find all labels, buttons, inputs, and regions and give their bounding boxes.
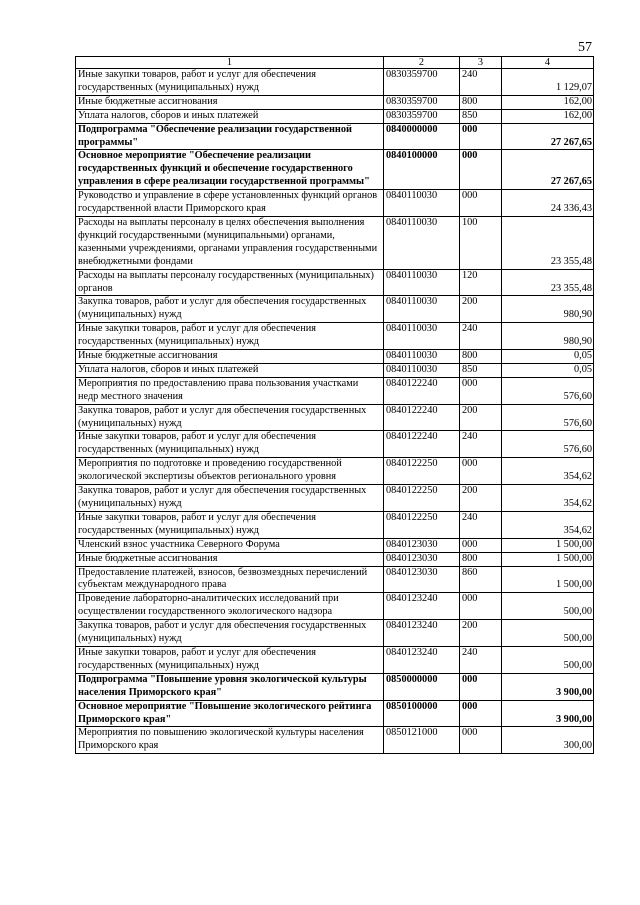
- table-row: [76, 538, 594, 552]
- table-row: [76, 552, 594, 566]
- row-amount-cell: 1 500,00: [502, 566, 594, 593]
- row-name-cell: Основное мероприятие "Повышение экологического рейтинга Приморского края": [76, 700, 384, 727]
- table-row: [76, 95, 594, 109]
- row-type-cell: 200: [460, 485, 502, 512]
- row-name-cell: Расходы на выплаты персоналу государственных (муниципальных) органов: [76, 269, 384, 296]
- table-row: [76, 511, 594, 538]
- row-type-cell: 000: [460, 673, 502, 700]
- row-code-cell: 0830359700: [384, 69, 460, 96]
- row-code-cell: 0840122250: [384, 458, 460, 485]
- row-type-cell: 800: [460, 350, 502, 364]
- row-type-cell: 850: [460, 363, 502, 377]
- row-name-cell: Подпрограмма "Обеспечение реализации государственной программы": [76, 123, 384, 150]
- table-row: [76, 485, 594, 512]
- row-name-cell: Иные закупки товаров, работ и услуг для обеспечения государственных (муниципальных) нужд: [76, 511, 384, 538]
- row-code-cell: 0840123240: [384, 646, 460, 673]
- row-name-cell: Уплата налогов, сборов и иных платежей: [76, 109, 384, 123]
- header-col-1: 1: [76, 57, 384, 69]
- row-code-cell: 0840110030: [384, 350, 460, 364]
- table-row: [76, 673, 594, 700]
- row-name-cell: Основное мероприятие "Обеспечение реализации государственных функций и обеспечение государственного управления в сфере реализации государственной программы": [76, 150, 384, 190]
- row-code-cell: 0840122250: [384, 511, 460, 538]
- row-name-cell: Уплата налогов, сборов и иных платежей: [76, 363, 384, 377]
- row-amount-cell: 576,60: [502, 377, 594, 404]
- row-code-cell: 0840122240: [384, 377, 460, 404]
- table-row: [76, 566, 594, 593]
- row-type-cell: 200: [460, 620, 502, 647]
- table-row: [76, 700, 594, 727]
- row-amount-cell: 162,00: [502, 95, 594, 109]
- row-code-cell: 0840122240: [384, 404, 460, 431]
- row-code-cell: 0840110030: [384, 269, 460, 296]
- table-row: [76, 269, 594, 296]
- row-code-cell: 0850100000: [384, 700, 460, 727]
- table-row: [76, 123, 594, 150]
- row-amount-cell: 162,00: [502, 109, 594, 123]
- table-row: [76, 150, 594, 190]
- header-col-2: 2: [384, 57, 460, 69]
- row-code-cell: 0850121000: [384, 727, 460, 754]
- row-type-cell: 000: [460, 593, 502, 620]
- row-name-cell: Иные закупки товаров, работ и услуг для обеспечения государственных (муниципальных) нужд: [76, 431, 384, 458]
- table-row: [76, 323, 594, 350]
- table-header-row: [76, 57, 594, 69]
- row-name-cell: Закупка товаров, работ и услуг для обеспечения государственных (муниципальных) нужд: [76, 620, 384, 647]
- row-amount-cell: 500,00: [502, 620, 594, 647]
- row-amount-cell: 576,60: [502, 404, 594, 431]
- row-type-cell: 200: [460, 404, 502, 431]
- row-code-cell: 0840123030: [384, 552, 460, 566]
- row-amount-cell: 1 500,00: [502, 538, 594, 552]
- row-amount-cell: 576,60: [502, 431, 594, 458]
- row-type-cell: 240: [460, 646, 502, 673]
- row-name-cell: Мероприятия по подготовке и проведению государственной экологической экспертизы объектов регионального уровня: [76, 458, 384, 485]
- row-name-cell: Закупка товаров, работ и услуг для обеспечения государственных (муниципальных) нужд: [76, 404, 384, 431]
- row-name-cell: Иные закупки товаров, работ и услуг для обеспечения государственных (муниципальных) нужд: [76, 646, 384, 673]
- row-type-cell: 200: [460, 296, 502, 323]
- row-code-cell: 0830359700: [384, 109, 460, 123]
- row-name-cell: Иные бюджетные ассигнования: [76, 350, 384, 364]
- row-code-cell: 0840110030: [384, 296, 460, 323]
- header-col-3: 3: [460, 57, 502, 69]
- table-row: [76, 296, 594, 323]
- row-type-cell: 240: [460, 431, 502, 458]
- row-name-cell: Подпрограмма "Повышение уровня экологической культуры населения Приморского края": [76, 673, 384, 700]
- row-name-cell: Закупка товаров, работ и услуг для обеспечения государственных (муниципальных) нужд: [76, 485, 384, 512]
- table-row: [76, 216, 594, 269]
- row-code-cell: 0840123030: [384, 538, 460, 552]
- table-row: [76, 350, 594, 364]
- table-row: [76, 363, 594, 377]
- row-type-cell: 000: [460, 727, 502, 754]
- row-code-cell: 0840000000: [384, 123, 460, 150]
- row-code-cell: 0840123240: [384, 620, 460, 647]
- row-amount-cell: 0,05: [502, 363, 594, 377]
- table-row: [76, 109, 594, 123]
- row-type-cell: 000: [460, 190, 502, 217]
- row-code-cell: 0840110030: [384, 323, 460, 350]
- row-type-cell: 000: [460, 538, 502, 552]
- header-col-4: 4: [502, 57, 594, 69]
- row-amount-cell: 27 267,65: [502, 150, 594, 190]
- row-amount-cell: 3 900,00: [502, 673, 594, 700]
- row-type-cell: 800: [460, 552, 502, 566]
- row-amount-cell: 23 355,48: [502, 269, 594, 296]
- row-code-cell: 0840110030: [384, 363, 460, 377]
- table-row: [76, 727, 594, 754]
- row-code-cell: 0840123030: [384, 566, 460, 593]
- row-amount-cell: 354,62: [502, 458, 594, 485]
- row-type-cell: 860: [460, 566, 502, 593]
- row-name-cell: Иные закупки товаров, работ и услуг для обеспечения государственных (муниципальных) нужд: [76, 69, 384, 96]
- row-type-cell: 850: [460, 109, 502, 123]
- row-code-cell: 0850000000: [384, 673, 460, 700]
- table-row: [76, 458, 594, 485]
- row-code-cell: 0840122250: [384, 485, 460, 512]
- row-amount-cell: 24 336,43: [502, 190, 594, 217]
- budget-table: [75, 56, 594, 754]
- table-row: [76, 377, 594, 404]
- table-row: [76, 404, 594, 431]
- row-type-cell: 000: [460, 458, 502, 485]
- row-amount-cell: 1 500,00: [502, 552, 594, 566]
- row-code-cell: 0840100000: [384, 150, 460, 190]
- row-amount-cell: 3 900,00: [502, 700, 594, 727]
- row-amount-cell: 500,00: [502, 646, 594, 673]
- row-type-cell: 000: [460, 377, 502, 404]
- row-amount-cell: 300,00: [502, 727, 594, 754]
- table-row: [76, 646, 594, 673]
- row-amount-cell: 27 267,65: [502, 123, 594, 150]
- row-type-cell: 000: [460, 123, 502, 150]
- row-name-cell: Закупка товаров, работ и услуг для обеспечения государственных (муниципальных) нужд: [76, 296, 384, 323]
- row-name-cell: Мероприятия по повышению экологической культуры населения Приморского края: [76, 727, 384, 754]
- row-type-cell: 120: [460, 269, 502, 296]
- row-name-cell: Мероприятия по предоставлению права пользования участками недр местного значения: [76, 377, 384, 404]
- row-code-cell: 0840110030: [384, 190, 460, 217]
- row-amount-cell: 500,00: [502, 593, 594, 620]
- row-name-cell: Членский взнос участника Северного Форума: [76, 538, 384, 552]
- row-amount-cell: 23 355,48: [502, 216, 594, 269]
- row-type-cell: 800: [460, 95, 502, 109]
- row-code-cell: 0840122240: [384, 431, 460, 458]
- row-name-cell: Иные закупки товаров, работ и услуг для обеспечения государственных (муниципальных) нужд: [76, 323, 384, 350]
- row-code-cell: 0830359700: [384, 95, 460, 109]
- row-amount-cell: 980,90: [502, 323, 594, 350]
- row-type-cell: 000: [460, 700, 502, 727]
- row-code-cell: 0840123240: [384, 593, 460, 620]
- row-name-cell: Предоставление платежей, взносов, безвозмездных перечислений субъектам международного права: [76, 566, 384, 593]
- row-type-cell: 240: [460, 323, 502, 350]
- row-name-cell: Иные бюджетные ассигнования: [76, 552, 384, 566]
- table-row: [76, 593, 594, 620]
- row-name-cell: Руководство и управление в сфере установленных функций органов государственной власти Приморского края: [76, 190, 384, 217]
- row-amount-cell: 980,90: [502, 296, 594, 323]
- table-row: [76, 431, 594, 458]
- row-name-cell: Иные бюджетные ассигнования: [76, 95, 384, 109]
- row-type-cell: 000: [460, 150, 502, 190]
- row-type-cell: 240: [460, 69, 502, 96]
- table-row: [76, 620, 594, 647]
- table-row: [76, 69, 594, 96]
- row-name-cell: Проведение лабораторно-аналитических исследований при осуществлении государственного экологического надзора: [76, 593, 384, 620]
- row-name-cell: Расходы на выплаты персоналу в целях обеспечения выполнения функций государственными (муниципальными) органами, казенными учреждениями, органами управления государственными внебюджетными фондами: [76, 216, 384, 269]
- row-type-cell: 240: [460, 511, 502, 538]
- row-amount-cell: 354,62: [502, 511, 594, 538]
- row-code-cell: 0840110030: [384, 216, 460, 269]
- row-type-cell: 100: [460, 216, 502, 269]
- row-amount-cell: 354,62: [502, 485, 594, 512]
- row-amount-cell: 0,05: [502, 350, 594, 364]
- page-number: 57: [578, 40, 592, 55]
- table-row: [76, 190, 594, 217]
- row-amount-cell: 1 129,07: [502, 69, 594, 96]
